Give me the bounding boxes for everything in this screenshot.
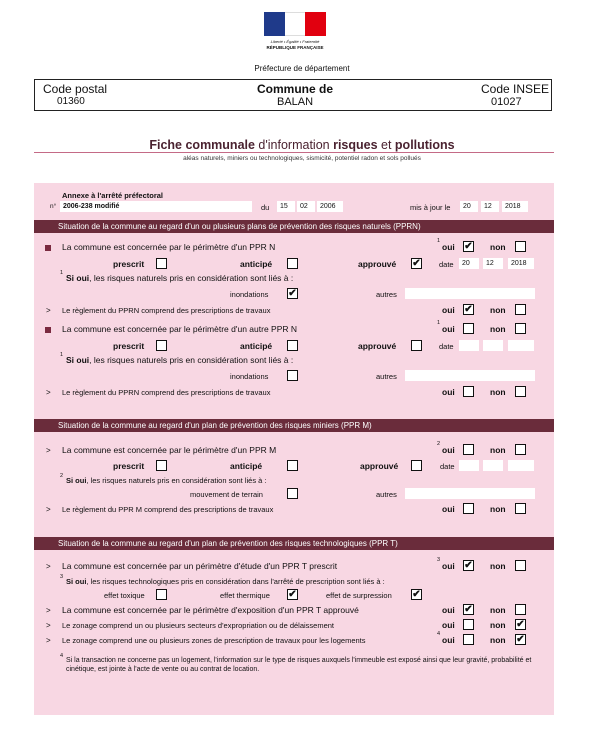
page-title: Fiche communale d'information risques et pollutions bbox=[149, 138, 455, 152]
non-label: non bbox=[490, 387, 506, 397]
maj-day[interactable]: 20 bbox=[460, 201, 478, 212]
footnote-2: 2 bbox=[60, 473, 64, 479]
oui-label: oui bbox=[442, 635, 455, 645]
arrete-n-label: n° bbox=[50, 203, 57, 210]
oui-label: oui bbox=[442, 620, 455, 630]
non-label: non bbox=[490, 635, 506, 645]
arrow-icon: > bbox=[46, 606, 51, 615]
pprn2-si-oui: Si oui, les risques naturels pris en considération sont liés à : bbox=[66, 355, 294, 365]
pprm-prescrit-checkbox[interactable] bbox=[156, 460, 167, 471]
arrow-icon: > bbox=[46, 636, 51, 645]
pprm-date-day[interactable] bbox=[459, 460, 479, 471]
oui-label: oui bbox=[442, 305, 455, 315]
pprt-note: Si la transaction ne concerne pas un logement, l'information sur le type de risques auxquels l'immeuble est exposé ainsi que leur gravité, probabilité et cinétique, est jointe à l'acte de vente ou au contrat de location. bbox=[66, 657, 532, 673]
pprn-reglement: Le règlement du PPRN comprend des prescriptions de travaux bbox=[62, 306, 271, 315]
arrete-year[interactable]: 2006 bbox=[317, 201, 343, 212]
pprn-prescrit-checkbox[interactable] bbox=[156, 258, 167, 269]
oui-label: oui bbox=[442, 445, 455, 455]
prescrit-label: prescrit bbox=[113, 341, 145, 351]
marianne-logo bbox=[264, 12, 326, 56]
autres-label: autres bbox=[376, 372, 397, 381]
footnote-1: 1 bbox=[437, 320, 441, 326]
pprm-oui-checkbox[interactable] bbox=[463, 444, 474, 455]
pprn2-anticipe-checkbox[interactable] bbox=[287, 340, 298, 351]
arrete-label: Annexe à l'arrêté préfectoral bbox=[62, 191, 163, 200]
pprt-q1-non-checkbox[interactable] bbox=[515, 560, 526, 571]
pprn-approuve-checkbox[interactable]: ✔ bbox=[412, 258, 421, 269]
commune-label: Commune de bbox=[257, 82, 334, 96]
arrete-du-label: du bbox=[261, 203, 270, 212]
approuve-label: approuvé bbox=[358, 259, 397, 269]
date-label: date bbox=[439, 260, 454, 269]
pprn2-date-year[interactable] bbox=[508, 340, 534, 351]
oui-label: oui bbox=[442, 504, 455, 514]
pprt-q3: Le zonage comprend un ou plusieurs secteurs d'expropriation ou de délaissement bbox=[62, 621, 335, 630]
maj-label: mis à jour le bbox=[410, 203, 451, 212]
approuve-label: approuvé bbox=[358, 341, 397, 351]
non-label: non bbox=[490, 305, 506, 315]
oui-label: oui bbox=[442, 242, 455, 252]
non-label: non bbox=[490, 242, 506, 252]
non-label: non bbox=[490, 324, 506, 334]
arrete-number-field[interactable]: 2006-238 modifié bbox=[60, 201, 252, 212]
pprt-q2-oui-checkbox[interactable]: ✔ bbox=[464, 604, 473, 615]
pprn2-inondations-checkbox[interactable] bbox=[287, 370, 298, 381]
prescrit-label: prescrit bbox=[113, 259, 145, 269]
pprn2-autres-field[interactable] bbox=[405, 370, 535, 381]
pprn-date-day[interactable]: 20 bbox=[459, 258, 479, 269]
footnote-1: 1 bbox=[437, 238, 441, 244]
pprm-reglement-non-checkbox[interactable] bbox=[515, 503, 526, 514]
code-postal-label: Code postal bbox=[43, 82, 108, 96]
pprn-inondations-checkbox[interactable]: ✔ bbox=[288, 288, 297, 299]
effet-surpression-label: effet de surpression bbox=[326, 591, 392, 600]
pprn2-date-day[interactable] bbox=[459, 340, 479, 351]
pprt-q2-non-checkbox[interactable] bbox=[515, 604, 526, 615]
motto: Liberté • Égalité • Fraternité bbox=[270, 39, 320, 44]
pprn-q2: La commune est concernée par le périmètre d'un autre PPR N bbox=[62, 324, 298, 334]
commune-value: BALAN bbox=[277, 96, 314, 108]
pprn2-reglement-non-checkbox[interactable] bbox=[515, 386, 526, 397]
oui-label: oui bbox=[442, 324, 455, 334]
arrow-icon: > bbox=[46, 621, 51, 630]
effet-thermique-label: effet thermique bbox=[220, 591, 270, 600]
approuve-label: approuvé bbox=[360, 461, 399, 471]
pprm-anticipe-checkbox[interactable] bbox=[287, 460, 298, 471]
insee-value: 01027 bbox=[491, 96, 522, 108]
section-pprm: Situation de la commune au regard d'un plan de prévention des risques miniers (PPR M) bbox=[34, 419, 554, 432]
pprm-date-month[interactable] bbox=[483, 460, 503, 471]
non-label: non bbox=[490, 620, 506, 630]
arrete-month[interactable]: 02 bbox=[297, 201, 315, 212]
footnote-4: 4 bbox=[437, 631, 441, 637]
risk-mouvement: mouvement de terrain bbox=[190, 490, 263, 499]
pprn-q2-oui-checkbox[interactable] bbox=[463, 323, 474, 334]
insee-label: Code INSEE bbox=[481, 82, 550, 96]
pprn-anticipe-checkbox[interactable] bbox=[287, 258, 298, 269]
pprt-q4-oui-checkbox[interactable] bbox=[463, 634, 474, 645]
code-postal-value: 01360 bbox=[57, 96, 85, 107]
pprt-surpression-checkbox[interactable]: ✔ bbox=[412, 589, 421, 600]
page-subtitle: aléas naturels, miniers ou technologiques, sismicité, potentiel radon et sols pollués bbox=[183, 155, 421, 162]
flag-icon bbox=[264, 12, 326, 36]
pprm-si-oui: Si oui, les risques naturels pris en considération sont liés à : bbox=[66, 476, 267, 485]
pprn-q1-oui-checkbox[interactable]: ✔ bbox=[464, 241, 473, 252]
footnote-1: 1 bbox=[60, 270, 64, 276]
bullet-icon bbox=[45, 245, 51, 251]
prescrit-label: prescrit bbox=[113, 461, 145, 471]
footnote-3: 3 bbox=[437, 557, 441, 563]
pprt-q4: Le zonage comprend une ou plusieurs zones de prescription de travaux pour les logements bbox=[62, 636, 366, 645]
pprn-q1: La commune est concernée par le périmètre d'un PPR N bbox=[62, 242, 276, 252]
pprn-si-oui: Si oui, les risques naturels pris en considération sont liés à : bbox=[66, 273, 294, 283]
pprn-date-year[interactable]: 2018 bbox=[508, 258, 534, 269]
pprt-q1-oui-checkbox[interactable]: ✔ bbox=[464, 560, 473, 571]
risk-inondations: inondations bbox=[230, 372, 269, 381]
date-label: date bbox=[440, 462, 455, 471]
section-pprn: Situation de la commune au regard d'un ou plusieurs plans de prévention des risques naturels (PPRN) bbox=[34, 220, 554, 233]
pprm-mouvement-checkbox[interactable] bbox=[287, 488, 298, 499]
pprt-thermique-checkbox[interactable]: ✔ bbox=[288, 589, 297, 600]
oui-label: oui bbox=[442, 387, 455, 397]
non-label: non bbox=[490, 445, 506, 455]
pprn-date-month[interactable]: 12 bbox=[483, 258, 503, 269]
pprm-reglement: Le règlement du PPR M comprend des prescriptions de travaux bbox=[62, 505, 274, 514]
pprt-q1: La commune est concernée par un périmètre d'étude d'un PPR T prescrit bbox=[62, 561, 338, 571]
pprn-reglement-non-checkbox[interactable] bbox=[515, 304, 526, 315]
pprn-q1-non-checkbox[interactable] bbox=[515, 241, 526, 252]
footnote-2: 2 bbox=[437, 441, 441, 447]
risk-inondations: inondations bbox=[230, 290, 269, 299]
effet-toxique-label: effet toxique bbox=[104, 591, 145, 600]
non-label: non bbox=[490, 504, 506, 514]
autres-label: autres bbox=[376, 290, 397, 299]
pprm-reglement-oui-checkbox[interactable] bbox=[463, 503, 474, 514]
pprn2-date-month[interactable] bbox=[483, 340, 503, 351]
pprt-q3-oui-checkbox[interactable] bbox=[463, 619, 474, 630]
pprm-date-year[interactable] bbox=[508, 460, 534, 471]
arrow-icon: > bbox=[46, 446, 51, 455]
pprn-autres-field[interactable] bbox=[405, 288, 535, 299]
maj-month[interactable]: 12 bbox=[481, 201, 499, 212]
pprm-q1: La commune est concernée par le périmètre d'un PPR M bbox=[62, 445, 277, 455]
anticipe-label: anticipé bbox=[240, 259, 273, 269]
title-divider bbox=[34, 152, 554, 153]
footnote-3: 3 bbox=[60, 574, 64, 580]
republic-label: RÉPUBLIQUE FRANÇAISE bbox=[266, 45, 324, 50]
section-pprt: Situation de la commune au regard d'un plan de prévention des risques technologiques (PPR T) bbox=[34, 537, 554, 550]
oui-label: oui bbox=[442, 561, 455, 571]
footnote-4: 4 bbox=[60, 653, 64, 659]
pprm-non-checkbox[interactable] bbox=[515, 444, 526, 455]
pprt-si-oui: Si oui, les risques technologiques pris en considération dans l'arrêté de prescription sont liés à : bbox=[66, 577, 385, 586]
pprt-toxique-checkbox[interactable] bbox=[156, 589, 167, 600]
maj-year[interactable]: 2018 bbox=[502, 201, 528, 212]
anticipe-label: anticipé bbox=[230, 461, 263, 471]
arrow-icon: > bbox=[46, 505, 51, 514]
pprm-approuve-checkbox[interactable] bbox=[411, 460, 422, 471]
footnote-1: 1 bbox=[60, 352, 64, 358]
pprn-reglement-oui-checkbox[interactable]: ✔ bbox=[464, 304, 473, 315]
non-label: non bbox=[490, 561, 506, 571]
arrow-icon: > bbox=[46, 306, 51, 315]
arrow-icon: > bbox=[46, 562, 51, 571]
date-label: date bbox=[439, 342, 454, 351]
pprt-q4-non-checkbox[interactable]: ✔ bbox=[516, 634, 525, 645]
pprm-autres-field[interactable] bbox=[405, 488, 535, 499]
arrete-day[interactable]: 15 bbox=[277, 201, 295, 212]
pprn2-prescrit-checkbox[interactable] bbox=[156, 340, 167, 351]
prefecture-label: Préfecture de département bbox=[254, 64, 350, 73]
autres-label: autres bbox=[376, 490, 397, 499]
anticipe-label: anticipé bbox=[240, 341, 273, 351]
pprn2-reglement-oui-checkbox[interactable] bbox=[463, 386, 474, 397]
bullet-icon bbox=[45, 327, 51, 333]
commune-header-box bbox=[34, 79, 552, 111]
pprt-q3-non-checkbox[interactable]: ✔ bbox=[516, 619, 525, 630]
pprn2-approuve-checkbox[interactable] bbox=[411, 340, 422, 351]
arrow-icon: > bbox=[46, 388, 51, 397]
pprt-q2: La commune est concernée par le périmètre d'exposition d'un PPR T approuvé bbox=[62, 605, 359, 615]
oui-label: oui bbox=[442, 605, 455, 615]
pprn2-reglement: Le règlement du PPRN comprend des prescriptions de travaux bbox=[62, 388, 271, 397]
pprn-q2-non-checkbox[interactable] bbox=[515, 323, 526, 334]
non-label: non bbox=[490, 605, 506, 615]
